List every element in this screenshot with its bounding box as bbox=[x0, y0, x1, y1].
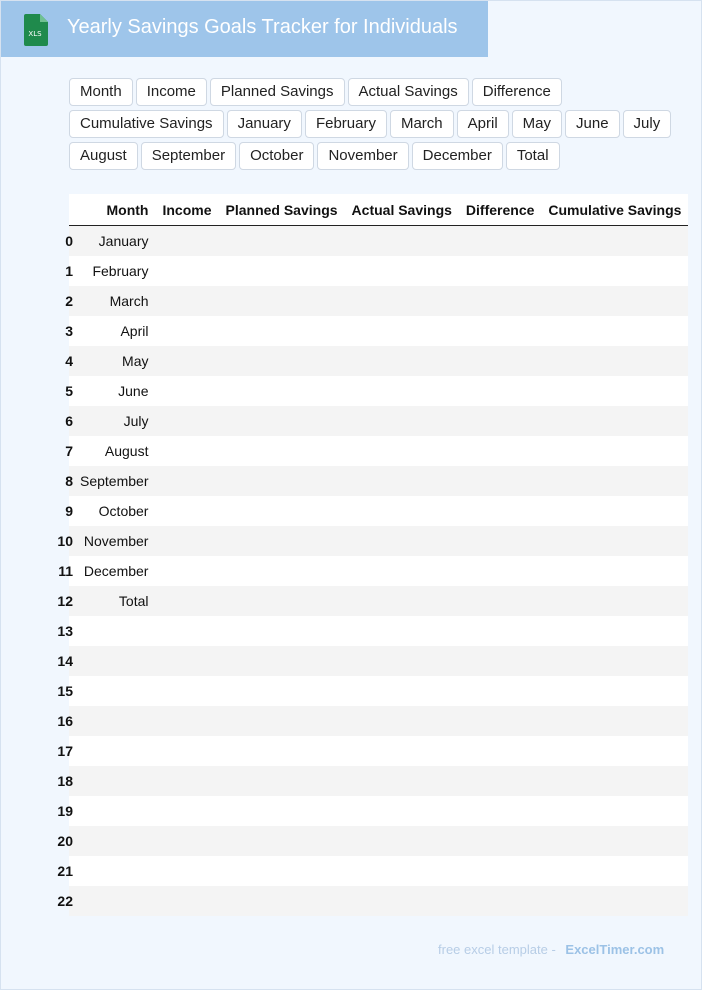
empty-cell bbox=[219, 496, 345, 526]
empty-cell bbox=[155, 856, 218, 886]
empty-cell bbox=[155, 496, 218, 526]
empty-cell bbox=[459, 856, 541, 886]
table-row bbox=[69, 796, 688, 826]
table-row bbox=[69, 706, 688, 736]
empty-cell bbox=[155, 826, 218, 856]
month-cell bbox=[73, 706, 155, 736]
month-cell: September bbox=[73, 466, 155, 496]
row-index-label: 15 bbox=[57, 683, 73, 699]
empty-cell bbox=[155, 676, 218, 706]
empty-cell bbox=[155, 766, 218, 796]
empty-cell bbox=[219, 526, 345, 556]
empty-cell bbox=[345, 346, 459, 376]
empty-cell bbox=[345, 766, 459, 796]
row-index-label: 2 bbox=[65, 293, 73, 309]
month-cell: May bbox=[73, 346, 155, 376]
month-cell: January bbox=[73, 226, 155, 257]
empty-cell bbox=[219, 436, 345, 466]
empty-cell bbox=[345, 586, 459, 616]
empty-cell bbox=[541, 766, 688, 796]
field-chip[interactable]: Income bbox=[136, 78, 207, 106]
month-cell bbox=[73, 736, 155, 766]
field-chip[interactable]: April bbox=[457, 110, 509, 138]
empty-cell bbox=[219, 616, 345, 646]
empty-cell bbox=[459, 526, 541, 556]
empty-cell bbox=[459, 886, 541, 916]
empty-cell bbox=[459, 226, 541, 257]
empty-cell bbox=[459, 376, 541, 406]
table-row bbox=[69, 586, 688, 616]
empty-cell bbox=[345, 406, 459, 436]
month-cell: December bbox=[73, 556, 155, 586]
month-cell: March bbox=[73, 286, 155, 316]
empty-cell bbox=[541, 406, 688, 436]
table-row bbox=[69, 646, 688, 676]
empty-cell bbox=[459, 766, 541, 796]
column-header: Actual Savings bbox=[345, 194, 459, 226]
empty-cell bbox=[459, 616, 541, 646]
empty-cell bbox=[155, 226, 218, 257]
empty-cell bbox=[345, 436, 459, 466]
empty-cell bbox=[345, 526, 459, 556]
empty-cell bbox=[219, 856, 345, 886]
empty-cell bbox=[219, 736, 345, 766]
field-chip[interactable]: July bbox=[623, 110, 672, 138]
empty-cell bbox=[219, 706, 345, 736]
empty-cell bbox=[459, 796, 541, 826]
table-row bbox=[69, 376, 688, 406]
empty-cell bbox=[541, 316, 688, 346]
column-header: Month bbox=[73, 194, 155, 226]
table-row bbox=[69, 616, 688, 646]
empty-cell bbox=[219, 586, 345, 616]
table-row bbox=[69, 766, 688, 796]
empty-cell bbox=[155, 346, 218, 376]
field-chip[interactable]: November bbox=[317, 142, 408, 170]
field-chip[interactable]: August bbox=[69, 142, 138, 170]
column-header: Planned Savings bbox=[219, 194, 345, 226]
empty-cell bbox=[541, 586, 688, 616]
empty-cell bbox=[459, 466, 541, 496]
empty-cell bbox=[541, 256, 688, 286]
field-chip[interactable]: June bbox=[565, 110, 620, 138]
table-row bbox=[69, 886, 688, 916]
field-chip-list bbox=[69, 78, 699, 170]
month-cell bbox=[73, 616, 155, 646]
table-row bbox=[69, 496, 688, 526]
footer bbox=[438, 942, 664, 957]
month-cell: February bbox=[73, 256, 155, 286]
row-index-label: 3 bbox=[65, 323, 73, 339]
month-cell bbox=[73, 766, 155, 796]
empty-cell bbox=[155, 886, 218, 916]
row-index-label: 14 bbox=[57, 653, 73, 669]
table-row bbox=[69, 256, 688, 286]
month-cell: August bbox=[73, 436, 155, 466]
field-chip[interactable]: Actual Savings bbox=[348, 78, 469, 106]
month-cell: July bbox=[73, 406, 155, 436]
empty-cell bbox=[541, 286, 688, 316]
table-row bbox=[69, 856, 688, 886]
empty-cell bbox=[219, 556, 345, 586]
row-index-label: 9 bbox=[65, 503, 73, 519]
empty-cell bbox=[541, 556, 688, 586]
empty-cell bbox=[345, 496, 459, 526]
empty-cell bbox=[219, 886, 345, 916]
empty-cell bbox=[155, 376, 218, 406]
empty-cell bbox=[345, 676, 459, 706]
empty-cell bbox=[155, 796, 218, 826]
empty-cell bbox=[345, 286, 459, 316]
column-header: Cumulative Savings bbox=[541, 194, 688, 226]
empty-cell bbox=[459, 826, 541, 856]
field-chip[interactable]: May bbox=[512, 110, 562, 138]
empty-cell bbox=[155, 436, 218, 466]
row-index-label: 13 bbox=[57, 623, 73, 639]
empty-cell bbox=[345, 796, 459, 826]
empty-cell bbox=[459, 706, 541, 736]
empty-cell bbox=[155, 466, 218, 496]
empty-cell bbox=[155, 256, 218, 286]
empty-cell bbox=[541, 736, 688, 766]
month-cell bbox=[73, 646, 155, 676]
empty-cell bbox=[345, 466, 459, 496]
table-row bbox=[69, 736, 688, 766]
row-index-label: 16 bbox=[57, 713, 73, 729]
empty-cell bbox=[459, 496, 541, 526]
empty-cell bbox=[345, 706, 459, 736]
empty-cell bbox=[345, 736, 459, 766]
field-chip[interactable]: September bbox=[141, 142, 236, 170]
empty-cell bbox=[345, 556, 459, 586]
table-row bbox=[69, 526, 688, 556]
empty-cell bbox=[541, 706, 688, 736]
empty-cell bbox=[459, 346, 541, 376]
empty-cell bbox=[541, 466, 688, 496]
empty-cell bbox=[345, 646, 459, 676]
empty-cell bbox=[219, 406, 345, 436]
data-table bbox=[57, 194, 682, 916]
empty-cell bbox=[155, 736, 218, 766]
row-index-label: 18 bbox=[57, 773, 73, 789]
empty-cell bbox=[459, 646, 541, 676]
empty-cell bbox=[219, 826, 345, 856]
month-cell: October bbox=[73, 496, 155, 526]
table-row bbox=[69, 346, 688, 376]
month-cell: June bbox=[73, 376, 155, 406]
empty-cell bbox=[459, 676, 541, 706]
row-index-label: 11 bbox=[58, 563, 73, 579]
row-index-label: 19 bbox=[57, 803, 73, 819]
empty-cell bbox=[219, 766, 345, 796]
empty-cell bbox=[541, 856, 688, 886]
field-chip[interactable]: Difference bbox=[472, 78, 562, 106]
empty-cell bbox=[345, 316, 459, 346]
empty-cell bbox=[459, 556, 541, 586]
empty-cell bbox=[541, 886, 688, 916]
empty-cell bbox=[345, 616, 459, 646]
table-row bbox=[69, 436, 688, 466]
page-title: Yearly Savings Goals Tracker for Individuals bbox=[67, 16, 458, 38]
month-cell: April bbox=[73, 316, 155, 346]
table-header-row bbox=[69, 194, 688, 226]
empty-cell bbox=[541, 346, 688, 376]
empty-cell bbox=[459, 736, 541, 766]
month-cell bbox=[73, 886, 155, 916]
empty-cell bbox=[219, 646, 345, 676]
empty-cell bbox=[155, 706, 218, 736]
table-row bbox=[69, 406, 688, 436]
month-cell: November bbox=[73, 526, 155, 556]
table-row bbox=[69, 556, 688, 586]
table-row bbox=[69, 286, 688, 316]
empty-cell bbox=[345, 376, 459, 406]
empty-cell bbox=[541, 436, 688, 466]
empty-cell bbox=[345, 856, 459, 886]
empty-cell bbox=[219, 796, 345, 826]
table-row bbox=[69, 226, 688, 257]
empty-cell bbox=[541, 616, 688, 646]
row-index-label: 8 bbox=[65, 473, 73, 489]
empty-cell bbox=[541, 376, 688, 406]
row-index-label: 20 bbox=[57, 833, 73, 849]
field-chip[interactable]: March bbox=[390, 110, 454, 138]
field-chip[interactable]: Total bbox=[506, 142, 560, 170]
empty-cell bbox=[155, 616, 218, 646]
empty-cell bbox=[155, 556, 218, 586]
empty-cell bbox=[541, 496, 688, 526]
row-index-label: 0 bbox=[65, 233, 73, 249]
month-cell bbox=[73, 796, 155, 826]
row-index-label: 10 bbox=[57, 533, 73, 549]
row-index-label: 6 bbox=[65, 413, 73, 429]
empty-cell bbox=[345, 886, 459, 916]
month-cell: Total bbox=[73, 586, 155, 616]
empty-cell bbox=[155, 316, 218, 346]
footer-prefix: free excel template - bbox=[438, 942, 556, 957]
empty-cell bbox=[219, 346, 345, 376]
empty-cell bbox=[219, 226, 345, 257]
empty-cell bbox=[459, 406, 541, 436]
empty-cell bbox=[155, 406, 218, 436]
empty-cell bbox=[219, 286, 345, 316]
row-index-label: 21 bbox=[57, 863, 73, 879]
row-index-label: 4 bbox=[65, 353, 73, 369]
empty-cell bbox=[155, 286, 218, 316]
month-cell bbox=[73, 676, 155, 706]
row-index-label: 17 bbox=[57, 743, 73, 759]
row-index-label: 12 bbox=[57, 593, 73, 609]
empty-cell bbox=[541, 526, 688, 556]
empty-cell bbox=[459, 286, 541, 316]
table-row bbox=[69, 826, 688, 856]
empty-cell bbox=[459, 586, 541, 616]
month-cell bbox=[73, 856, 155, 886]
field-chip[interactable]: October bbox=[239, 142, 314, 170]
svg-text:XLS: XLS bbox=[28, 30, 42, 38]
row-index-label: 5 bbox=[65, 383, 73, 399]
title-bar bbox=[1, 1, 488, 57]
empty-cell bbox=[541, 646, 688, 676]
empty-cell bbox=[345, 826, 459, 856]
field-chip[interactable]: Cumulative Savings bbox=[69, 110, 224, 138]
column-header: Income bbox=[155, 194, 218, 226]
footer-brand-link[interactable]: ExcelTimer.com bbox=[565, 942, 665, 957]
empty-cell bbox=[219, 466, 345, 496]
empty-cell bbox=[345, 256, 459, 286]
field-chip[interactable]: Month bbox=[69, 78, 133, 106]
empty-cell bbox=[541, 676, 688, 706]
empty-cell bbox=[219, 316, 345, 346]
month-cell bbox=[73, 826, 155, 856]
empty-cell bbox=[541, 226, 688, 257]
empty-cell bbox=[541, 796, 688, 826]
empty-cell bbox=[345, 226, 459, 257]
table-row bbox=[69, 676, 688, 706]
xls-file-icon bbox=[22, 14, 50, 46]
empty-cell bbox=[459, 436, 541, 466]
empty-cell bbox=[155, 526, 218, 556]
empty-cell bbox=[155, 646, 218, 676]
field-chip[interactable]: January bbox=[227, 110, 302, 138]
empty-cell bbox=[541, 826, 688, 856]
field-chip[interactable]: Planned Savings bbox=[210, 78, 345, 106]
table-row bbox=[69, 316, 688, 346]
table-row bbox=[69, 466, 688, 496]
row-index-label: 1 bbox=[65, 263, 73, 279]
field-chip[interactable]: December bbox=[412, 142, 503, 170]
field-chip[interactable]: February bbox=[305, 110, 387, 138]
empty-cell bbox=[219, 376, 345, 406]
empty-cell bbox=[219, 256, 345, 286]
empty-cell bbox=[459, 316, 541, 346]
row-index-label: 22 bbox=[57, 893, 73, 909]
empty-cell bbox=[459, 256, 541, 286]
row-index-label: 7 bbox=[65, 443, 73, 459]
empty-cell bbox=[219, 676, 345, 706]
empty-cell bbox=[155, 586, 218, 616]
column-header: Difference bbox=[459, 194, 541, 226]
